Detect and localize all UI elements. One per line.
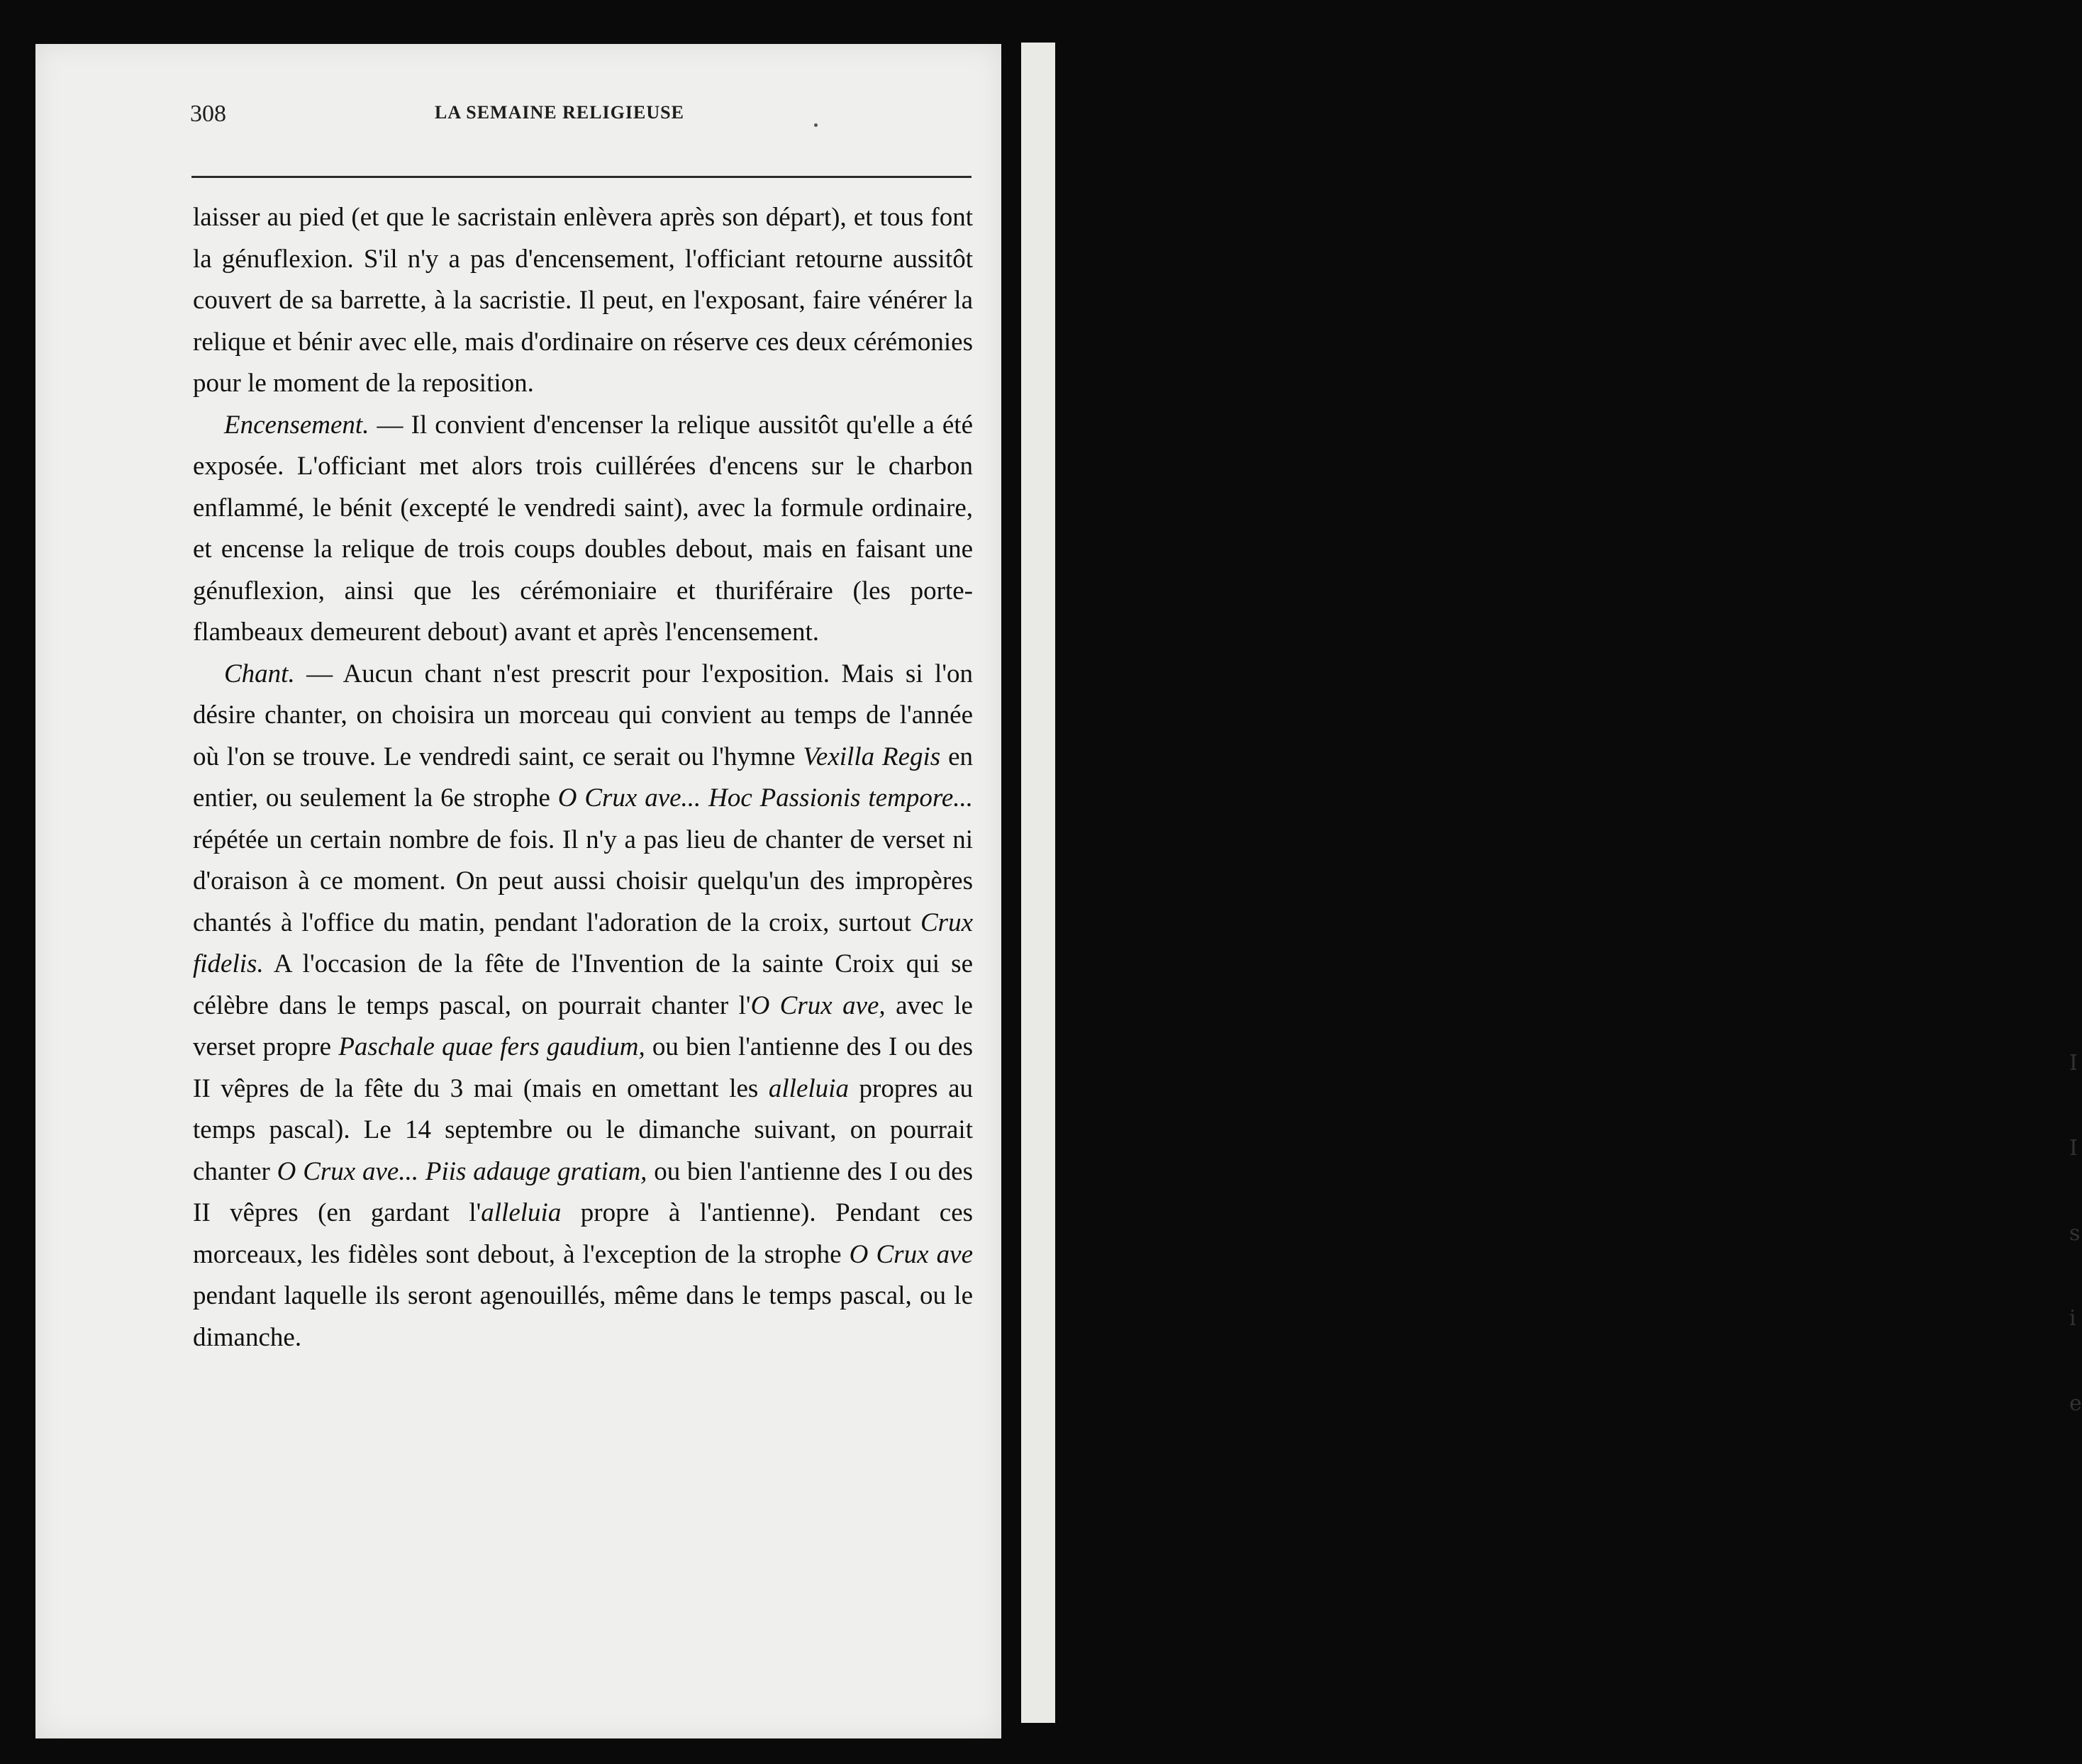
italic-title: O Crux ave... Piis adauge gratiam, bbox=[277, 1156, 647, 1186]
italic-title: alleluia bbox=[768, 1073, 849, 1103]
section-lead: Chant. bbox=[224, 659, 295, 688]
italic-title: O Crux ave, bbox=[750, 990, 886, 1020]
body-text bbox=[193, 197, 973, 1358]
page-header bbox=[155, 96, 964, 130]
paragraph-encensement bbox=[193, 405, 973, 654]
page-number: 308 bbox=[190, 101, 226, 127]
italic-title: Crux fidelis. bbox=[193, 908, 973, 978]
text-segment: ou bien l'antienne des I ou des II vêpres de la fête du 3 mai (mais en omettant les bbox=[193, 1032, 974, 1103]
running-title: LA SEMAINE RELIGIEUSE bbox=[435, 102, 684, 123]
text-segment: répétée un certain nombre de fois. Il n'y a pas lieu de chanter de verset ni d'oraison à ce moment. On peut aussi choisir quelqu'un des impropères chantés à l'office du matin, pendant l'adoration de la croix, surtout bbox=[193, 825, 973, 937]
text-segment: — Aucun chant n'est prescrit pour l'exposition. Mais si l'on désire chanter, on choisira un morceau qui convient au temps de l'année où l'on se trouve. Le vendredi saint, ce serait ou l'hymne bbox=[193, 659, 973, 771]
text-segment: propre à l'antienne). Pendant ces morceaux, les fidèles sont debout, à l'exception de la strophe bbox=[193, 1198, 974, 1269]
facing-page-fragments: I I s i e bbox=[2069, 1051, 2082, 1416]
text-segment: A l'occasion de la fête de l'Invention de la sainte Croix qui se célèbre dans le temps pascal, on pourrait chanter l' bbox=[193, 949, 973, 1020]
text-segment: propres au temps pascal). Le 14 septembre ou le dimanche suivant, on pourrait chanter bbox=[193, 1073, 973, 1186]
section-lead: Encensement. bbox=[224, 410, 369, 440]
paragraph-text: laisser au pied (et que le sacristain enlèvera après son départ), et tous font la génuflexion. S'il n'y a pas d'encensement, l'officiant retourne aussitôt couvert de sa barrette, à la sacristie. Il peut, en l'exposant, faire vénérer la relique et bénir avec elle, mais d'ordinaire on réserve ces deux cérémonies pour le moment de la reposition. bbox=[193, 203, 973, 398]
italic-title: Vexilla Regis bbox=[803, 742, 941, 771]
italic-title: alleluia bbox=[481, 1198, 562, 1227]
paragraph-continued bbox=[193, 197, 973, 405]
paragraph-text: — Il convient d'encenser la relique aussitôt qu'elle a été exposée. L'officiant met alors trois cuillérées d'encens sur le charbon enflammé, le bénit (excepté le vendredi saint), avec la formule ordinaire, et encense la relique de trois coups doubles debout, mais en faisant une génuflexion, ainsi que les cérémoniaire et thuriféraire (les porte-flambeaux demeurent debout) avant et après l'encensement. bbox=[193, 410, 973, 647]
text-segment: ou bien l'antienne des I ou des II vêpres (en gardant l' bbox=[193, 1156, 973, 1227]
italic-title: O Crux ave bbox=[849, 1239, 973, 1269]
paragraph-chant bbox=[193, 654, 973, 1359]
text-segment: avec le verset propre bbox=[193, 990, 973, 1061]
header-rule bbox=[191, 176, 972, 178]
text-segment: pendant laquelle ils seront agenouillés, même dans le temps pascal, ou le dimanche. bbox=[193, 1281, 973, 1352]
text-segment: en entier, ou seulement la 6e strophe bbox=[193, 742, 973, 813]
italic-title: Paschale quae fers gaudium, bbox=[338, 1032, 645, 1061]
facing-page-edge bbox=[1021, 43, 2082, 1723]
italic-title: O Crux ave... Hoc Passionis tempore... bbox=[557, 783, 974, 813]
